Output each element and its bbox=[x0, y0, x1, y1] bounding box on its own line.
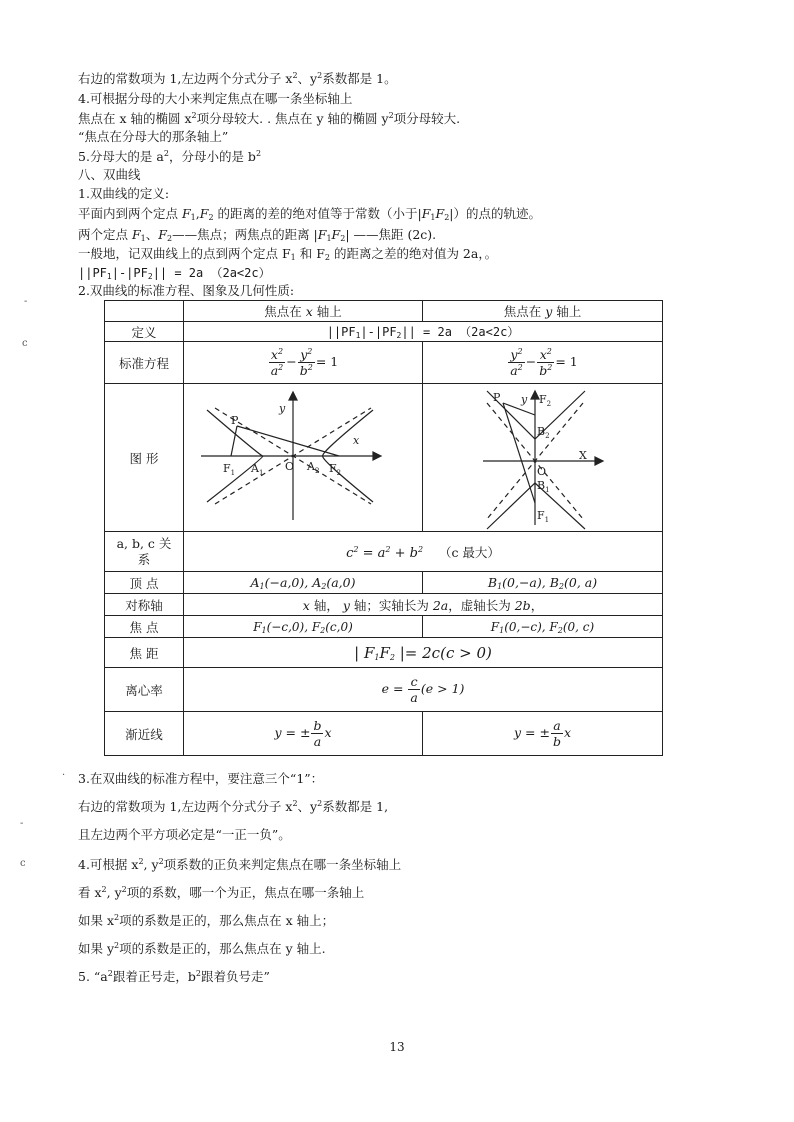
text-line-judge-focus: 4.可根据分母的大小来判定焦点在哪一条坐标轴上 bbox=[78, 91, 353, 106]
label-f2: $F_2$ bbox=[538, 392, 551, 408]
focal-distance-value: | $F_1F_2$ |= 2c(c > 0) bbox=[184, 638, 663, 668]
label-x: x bbox=[353, 433, 360, 447]
y-axis-arrow bbox=[531, 391, 539, 399]
label-a2: $A_2$ bbox=[307, 459, 320, 475]
text-line-focus-rule: “焦点在分母大的那条轴上” bbox=[78, 129, 229, 144]
vertex-x-axis: $A_1(-a,0)$, $A_2(a,0)$ bbox=[184, 572, 423, 594]
hyperbola-x-axis-graph bbox=[193, 388, 413, 528]
table-row-focus bbox=[105, 616, 663, 638]
y-axis-arrow bbox=[289, 392, 297, 400]
text-line-definition: 平面内到两个定点 $F_1,F_2$ 的距离的差的绝对值等于常数（小于$|F_1F_2|$）的点的轨迹。 bbox=[78, 206, 542, 222]
table-row-relation bbox=[105, 532, 663, 572]
graph-x-axis-cell bbox=[184, 384, 423, 532]
vertex-y-axis: $B_1(0,-a)$, $B_2(0$, a) bbox=[423, 572, 663, 594]
text-line-mnemonic: 5. “$a^2$跟着正号走，$b^2$跟着负号走” bbox=[78, 969, 270, 984]
eccentricity-value: e = $\frac{c}{a}$ (e > 1) bbox=[184, 668, 663, 712]
row-label-eccentricity: 离心率 bbox=[105, 668, 184, 712]
equation-x-axis: $\frac{x^2}{a^2}$ − $\frac{y^2}{b^2}$ = 1 bbox=[184, 342, 423, 384]
row-label-equation: 标准方程 bbox=[105, 342, 184, 384]
page-number: 13 bbox=[389, 1040, 405, 1054]
label-x: X bbox=[578, 448, 587, 462]
label-f2: $F_2$ bbox=[329, 461, 342, 477]
margin-mark: - bbox=[20, 818, 24, 829]
label-f1: $F_1$ bbox=[223, 461, 236, 477]
header-blank-cell bbox=[105, 301, 184, 322]
asymptote-y-axis: y = ± $\frac{a}{b}$ x bbox=[423, 712, 663, 756]
label-p: P bbox=[492, 390, 500, 404]
hyperbola-y-axis-graph bbox=[473, 385, 613, 531]
margin-mark: c bbox=[22, 338, 28, 349]
label-p: P bbox=[231, 413, 239, 427]
text-line-constant-one: 右边的常数项为 1,左边两个分式分子 $x^2$、$y^2$系数都是 1, bbox=[78, 799, 389, 814]
label-o: O bbox=[536, 464, 546, 478]
focus-y-axis: $F_1(0,-c)$, $F_2(0$, c) bbox=[423, 616, 663, 638]
row-label-definition: 定义 bbox=[105, 322, 184, 342]
label-a1: $A_1$ bbox=[251, 461, 264, 477]
equation-y-axis: $\frac{y^2}{a^2}$ − $\frac{x^2}{b^2}$ = 1 bbox=[423, 342, 663, 384]
header-x-axis: 焦点在 x 轴上 bbox=[184, 301, 423, 322]
table-row-vertex bbox=[105, 572, 663, 594]
margin-mark: c bbox=[20, 858, 26, 869]
label-y: y bbox=[520, 392, 527, 406]
asymptote-x-axis: y = ± $\frac{b}{a}$ x bbox=[184, 712, 423, 756]
table-row-focal-distance bbox=[105, 638, 663, 668]
text-line-sign-rule: 4.可根据 $x^2$, $y^2$项系数的正负来判定焦点在哪一条坐标轴上 bbox=[78, 857, 402, 872]
subheading-definition: 1.双曲线的定义: bbox=[78, 186, 170, 201]
margin-mark: - bbox=[24, 296, 28, 307]
label-y: y bbox=[279, 401, 286, 415]
focus-x-axis: $F_1(-c,0)$, $F_2(c,0)$ bbox=[184, 616, 423, 638]
table-row-definition bbox=[105, 322, 663, 342]
header-y-axis: 焦点在 y 轴上 bbox=[423, 301, 663, 322]
row-label-vertex: 顶 点 bbox=[105, 572, 184, 594]
text-line-foci: 两个定点 $F_1$、$F_2——$焦点；两焦点的距离 $|F_1F_2|$ ——焦距 (2c). bbox=[78, 227, 437, 243]
row-label-focus: 焦 点 bbox=[105, 616, 184, 638]
label-b1: $B_1$ bbox=[536, 478, 550, 494]
table-row-equation bbox=[105, 342, 663, 384]
text-line-formula: $||PF_1|-|PF_2|| = 2a$ （2a<2c） bbox=[78, 266, 271, 281]
x-axis-arrow bbox=[595, 457, 603, 465]
text-line-check-coefficient: 看 $x^2$, $y^2$项的系数，哪一个为正，焦点在哪一条轴上 bbox=[78, 885, 365, 900]
text-line-three-ones: 3.在双曲线的标准方程中，要注意三个“1”： bbox=[78, 771, 324, 786]
table-row-asymptote bbox=[105, 712, 663, 756]
row-label-relation: a, b, c 关 系 bbox=[105, 532, 184, 572]
relation-value: $c^2 = a^2 + b^2$ （c 最大） bbox=[184, 532, 663, 572]
row-label-focal-distance: 焦 距 bbox=[105, 638, 184, 668]
row-label-graph: 图 形 bbox=[105, 384, 184, 532]
table-row-symmetry bbox=[105, 594, 663, 616]
graph-y-axis-cell bbox=[423, 384, 663, 532]
label-b2: $B_2$ bbox=[536, 424, 550, 440]
row-label-symmetry: 对称轴 bbox=[105, 594, 184, 616]
definition-value: $||PF_1|-|PF_2|| = 2a$ （2a<2c） bbox=[184, 322, 663, 342]
text-line-denominator: 5.分母大的是 $a^2$，分母小的是 $b^2$ bbox=[78, 149, 262, 164]
pf2-segment bbox=[503, 403, 535, 415]
section-heading-hyperbola: 八、双曲线 bbox=[78, 167, 141, 182]
table-header-row bbox=[105, 301, 663, 322]
label-o: O bbox=[285, 459, 295, 473]
table-row-eccentricity bbox=[105, 668, 663, 712]
hyperbola-properties-table bbox=[104, 300, 663, 756]
row-label-asymptote: 渐近线 bbox=[105, 712, 184, 756]
pf1-segment bbox=[503, 403, 535, 503]
lower-branch bbox=[487, 483, 585, 529]
pf2-segment bbox=[237, 426, 339, 456]
text-line-ellipse-focus: 焦点在 x 轴的椭圆 $x^2$项分母较大. . 焦点在 y 轴的椭圆 $y^2$项分母较大. bbox=[78, 111, 461, 126]
label-f1: $F_1$ bbox=[536, 508, 549, 524]
table-row-graph bbox=[105, 384, 663, 532]
text-line-constant-term: 右边的常数项为 1,左边两个分式分子 $x^2$、$y^2$系数都是 1。 bbox=[78, 71, 397, 86]
subheading-standard-equation: 2.双曲线的标准方程、图象及几何性质: bbox=[78, 283, 295, 298]
text-line-general: 一般地，记双曲线上的点到两个定点 $F_1$ 和 $F_2$ 的距离之差的绝对值为 2a，。 bbox=[78, 246, 498, 262]
text-line-y-positive: 如果 $y^2$项的系数是正的，那么焦点在 y 轴上. bbox=[78, 941, 326, 956]
text-line-x-positive: 如果 $x^2$项的系数是正的，那么焦点在 x 轴上； bbox=[78, 913, 335, 928]
margin-mark: · bbox=[62, 770, 66, 781]
x-axis-arrow bbox=[373, 452, 381, 460]
symmetry-value: x 轴， y 轴；实轴长为 2a，虚轴长为 2b， bbox=[184, 594, 663, 616]
text-line-one-positive-one-negative: 且左边两个平方项必定是“一正一负”。 bbox=[78, 827, 291, 842]
